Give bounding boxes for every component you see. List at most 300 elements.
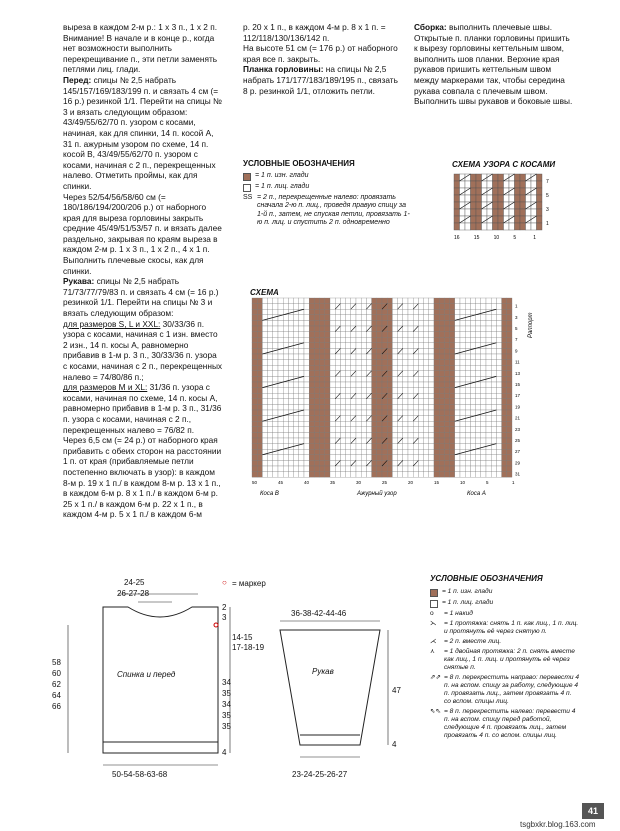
chart-cell: [304, 298, 309, 304]
chart-cell: [408, 455, 413, 461]
chart-cell: [268, 304, 273, 310]
chart-cell: [434, 298, 439, 304]
chart-cell: [403, 348, 408, 354]
chart-cell: [340, 388, 345, 394]
chart-cell: [325, 332, 330, 338]
legend-text: = 1 п. лиц. глади: [255, 182, 310, 190]
chart-cell: [465, 427, 470, 433]
chart-cell: [424, 393, 429, 399]
chart-cell: [424, 432, 429, 438]
chart-cell: [366, 449, 371, 455]
chart-cell: [502, 348, 507, 354]
chart-cell: [346, 427, 351, 433]
chart-cell: [356, 382, 361, 388]
chart-cell: [356, 438, 361, 444]
chart-cell: [520, 223, 526, 230]
chart-cell: [487, 174, 493, 181]
chart-cell: [372, 472, 377, 478]
chart-cell: [382, 309, 387, 315]
chart-cell: [314, 399, 319, 405]
chart-cell: [444, 393, 449, 399]
chart-cell: [455, 466, 460, 472]
chart-cell: [424, 320, 429, 326]
chart-cell: [486, 460, 491, 466]
chart-cell: [413, 376, 418, 382]
chart-cell: [346, 382, 351, 388]
chart-cell: [309, 365, 314, 371]
chart-cell: [278, 309, 283, 315]
chart-cell: [372, 388, 377, 394]
chart-cell: [496, 444, 501, 450]
chart-cell: [325, 404, 330, 410]
chart-cell: [418, 365, 423, 371]
chart-cell: [531, 181, 537, 188]
chart-cell: [346, 376, 351, 382]
chart-cell: [434, 354, 439, 360]
chart-cell: [470, 444, 475, 450]
chart-cell: [273, 326, 278, 332]
small-chart-title: СХЕМА УЗОРА С КОСАМИ: [452, 160, 556, 169]
chart-cell: [392, 455, 397, 461]
chart-cell: [509, 188, 515, 195]
chart-cell: [351, 315, 356, 321]
chart-cell: [278, 421, 283, 427]
chart-cell: [444, 348, 449, 354]
chart-cell: [429, 404, 434, 410]
chart-cell: [268, 365, 273, 371]
chart-cell: [487, 216, 493, 223]
chart-cell: [320, 320, 325, 326]
chart-cell: [268, 354, 273, 360]
chart-cell: [398, 298, 403, 304]
chart-cell: [454, 181, 460, 188]
chart-cell: [304, 371, 309, 377]
chart-cell: [372, 410, 377, 416]
chart-cell: [314, 343, 319, 349]
chart-cell: [392, 326, 397, 332]
chart-cell: [520, 195, 526, 202]
chart-cell: [387, 472, 392, 478]
chart-cell: [493, 174, 499, 181]
chart-cell: [361, 343, 366, 349]
chart-cell: [470, 404, 475, 410]
chart-cell: [366, 343, 371, 349]
small-cable-chart: [450, 170, 560, 250]
chart-cell: [252, 404, 257, 410]
chart-cell: [502, 393, 507, 399]
chart-cell: [382, 421, 387, 427]
chart-cell: [444, 309, 449, 315]
chart-cell: [496, 360, 501, 366]
chart-cell: [268, 393, 273, 399]
chart-cell: [294, 332, 299, 338]
legend-top-title: УСЛОВНЫЕ ОБОЗНАЧЕНИЯ: [243, 159, 355, 168]
chart-cell: [325, 371, 330, 377]
chart-cell: [434, 343, 439, 349]
chart-cell: [470, 421, 475, 427]
chart-cell: [418, 438, 423, 444]
chart-cell: [257, 432, 262, 438]
chart-cell: [504, 174, 510, 181]
chart-cell: [372, 455, 377, 461]
chart-cell: [424, 455, 429, 461]
chart-cell: [299, 455, 304, 461]
chart-cell: [408, 332, 413, 338]
chart-cell: [403, 343, 408, 349]
chart-cell: [434, 472, 439, 478]
chart-cell: [429, 309, 434, 315]
chart-cell: [424, 309, 429, 315]
chart-cell: [252, 472, 257, 478]
chart-cell: [346, 343, 351, 349]
col1-para: [63, 319, 223, 383]
chart-cell: [429, 371, 434, 377]
chart-cell: [346, 449, 351, 455]
chart-cell: [262, 309, 267, 315]
chart-cell: [278, 455, 283, 461]
chart-cell: [320, 309, 325, 315]
chart-cell: [507, 320, 512, 326]
chart-cell: [418, 354, 423, 360]
chart-cell: [356, 332, 361, 338]
chart-cell: [325, 298, 330, 304]
chart-cell: [356, 444, 361, 450]
chart-cell: [294, 354, 299, 360]
chart-cell: [335, 309, 340, 315]
chart-cell: [346, 432, 351, 438]
chart-cell: [413, 421, 418, 427]
chart-cell: [413, 388, 418, 394]
chart-cell: [460, 460, 465, 466]
chart-cell: [496, 399, 501, 405]
chart-cell: [325, 410, 330, 416]
chart-cell: [424, 371, 429, 377]
chart-cell: [309, 298, 314, 304]
chart-cell: [377, 421, 382, 427]
chart-cell: [434, 455, 439, 461]
chart-cell: [288, 421, 293, 427]
chart-cell: [408, 365, 413, 371]
chart-cell: [320, 371, 325, 377]
chart-cell: [413, 410, 418, 416]
chart-cell: [465, 371, 470, 377]
chart-cell: [335, 354, 340, 360]
chart-cell: [356, 315, 361, 321]
chart-cell: [408, 427, 413, 433]
chart-cell: [356, 360, 361, 366]
chart-cell: [526, 209, 532, 216]
chart-cell: [356, 449, 361, 455]
chart-cell: [481, 421, 486, 427]
chart-cell: [418, 432, 423, 438]
row-label: 15: [515, 382, 521, 387]
chart-cell: [288, 382, 293, 388]
chart-cell: [502, 388, 507, 394]
legend-symbol: [430, 589, 438, 597]
chart-cell: [424, 472, 429, 478]
chart-cell: [531, 223, 537, 230]
para-text: 31/36 п. узора с косами, начиная по схеме, 14 п. косы А, равномерно прибавив в 1-м р. 3 п., 31/36 п. узора с косами, начиная с 2 п., перекрещенных налево = 76/82 п.: [63, 382, 222, 435]
chart-cell: [470, 332, 475, 338]
chart-cell: [278, 332, 283, 338]
chart-cell: [429, 320, 434, 326]
chart-cell: [262, 466, 267, 472]
chart-cell: [314, 309, 319, 315]
chart-cell: [392, 376, 397, 382]
section-label-lace: Ажурный узор: [357, 491, 397, 498]
chart-cell: [330, 298, 335, 304]
chart-cell: [325, 320, 330, 326]
chart-cell: [299, 354, 304, 360]
chart-cell: [257, 332, 262, 338]
chart-cell: [273, 455, 278, 461]
chart-cell: [502, 376, 507, 382]
chart-cell: [439, 455, 444, 461]
chart-cell: [520, 216, 526, 223]
chart-cell: [509, 181, 515, 188]
chart-cell: [320, 399, 325, 405]
chart-cell: [481, 472, 486, 478]
chart-cell: [320, 444, 325, 450]
chart-cell: [471, 181, 477, 188]
chart-cell: [429, 365, 434, 371]
chart-cell: [304, 320, 309, 326]
chart-cell: [351, 432, 356, 438]
chart-cell: [335, 315, 340, 321]
chart-cell: [507, 438, 512, 444]
chart-cell: [257, 320, 262, 326]
chart-cell: [372, 354, 377, 360]
row-label: 13: [515, 370, 521, 376]
chart-cell: [444, 382, 449, 388]
chart-cell: [439, 416, 444, 422]
chart-cell: [278, 298, 283, 304]
chart-cell: [444, 354, 449, 360]
chart-cell: [408, 416, 413, 422]
legend-symbol: ⇗⇗: [430, 674, 442, 681]
para-heading: Перед:: [63, 74, 92, 85]
chart-cell: [439, 421, 444, 427]
chart-cell: [476, 174, 482, 181]
chart-cell: [387, 416, 392, 422]
text-column-3: [414, 22, 574, 107]
chart-cell: [335, 343, 340, 349]
chart-cell: [278, 472, 283, 478]
chart-cell: [470, 309, 475, 315]
chart-cell: [304, 416, 309, 422]
chart-cell: [403, 460, 408, 466]
chart-cell: [268, 343, 273, 349]
chart-cell: [429, 427, 434, 433]
chart-cell: [314, 298, 319, 304]
chart-cell: [434, 393, 439, 399]
chart-cell: [382, 472, 387, 478]
chart-cell: [460, 399, 465, 405]
chart-cell: [346, 444, 351, 450]
chart-cell: [382, 365, 387, 371]
legend-item: [430, 708, 580, 740]
chart-cell: [481, 365, 486, 371]
chart-cell: [268, 404, 273, 410]
col-label: 45: [278, 480, 284, 486]
chart-cell: [273, 309, 278, 315]
chart-cell: [429, 472, 434, 478]
chart-cell: [482, 195, 488, 202]
dim-value: 62: [52, 680, 61, 689]
chart-cell: [325, 354, 330, 360]
chart-cell: [252, 304, 257, 310]
chart-cell: [392, 466, 397, 472]
chart-cell: [507, 466, 512, 472]
chart-cell: [382, 332, 387, 338]
chart-cell: [340, 421, 345, 427]
chart-cell: [444, 404, 449, 410]
chart-cell: [526, 195, 532, 202]
chart-cell: [465, 181, 471, 188]
chart-cell: [515, 181, 521, 188]
chart-cell: [314, 354, 319, 360]
chart-cell: [531, 174, 537, 181]
chart-cell: [387, 320, 392, 326]
chart-cell: [320, 337, 325, 343]
chart-cell: [268, 376, 273, 382]
chart-cell: [439, 410, 444, 416]
chart-cell: [387, 337, 392, 343]
chart-cell: [470, 354, 475, 360]
chart-cell: [502, 304, 507, 310]
chart-cell: [434, 326, 439, 332]
chart-cell: [470, 472, 475, 478]
chart-cell: [366, 320, 371, 326]
chart-cell: [465, 388, 470, 394]
chart-cell: [439, 404, 444, 410]
chart-cell: [262, 360, 267, 366]
chart-cell: [491, 371, 496, 377]
chart-cell: [460, 332, 465, 338]
chart-cell: [314, 460, 319, 466]
chart-cell: [288, 404, 293, 410]
chart-cell: [403, 404, 408, 410]
chart-cell: [372, 404, 377, 410]
chart-cell: [502, 421, 507, 427]
chart-cell: [496, 365, 501, 371]
chart-cell: [356, 298, 361, 304]
chart-cell: [340, 360, 345, 366]
chart-cell: [413, 472, 418, 478]
chart-cell: [377, 460, 382, 466]
chart-cell: [418, 376, 423, 382]
chart-cell: [320, 438, 325, 444]
chart-cell: [294, 326, 299, 332]
chart-cell: [299, 388, 304, 394]
chart-cell: [470, 304, 475, 310]
chart-cell: [351, 427, 356, 433]
chart-cell: [460, 298, 465, 304]
chart-cell: [515, 174, 521, 181]
chart-cell: [257, 455, 262, 461]
chart-cell: [252, 315, 257, 321]
chart-cell: [356, 388, 361, 394]
para-text: 30/33/36 п. узора с косами, начиная с 1 изн. вместо 2 изн., 14 п. косы А, равномерно прибавив в 1-м р. 3 п., 30/33/36 п. узора с косами, начиная с 2 п., перекрещенных налево = 74/80/86 п.;: [63, 318, 223, 382]
chart-cell: [486, 382, 491, 388]
chart-cell: [387, 348, 392, 354]
chart-cell: [340, 382, 345, 388]
chart-cell: [356, 337, 361, 343]
chart-cell: [257, 444, 262, 450]
chart-cell: [418, 421, 423, 427]
chart-cell: [455, 444, 460, 450]
chart-cell: [288, 354, 293, 360]
chart-cell: [496, 332, 501, 338]
chart-cell: [387, 298, 392, 304]
chart-cell: [444, 360, 449, 366]
chart-cell: [491, 315, 496, 321]
chart-cell: [454, 216, 460, 223]
chart-cell: [429, 315, 434, 321]
chart-cell: [278, 320, 283, 326]
chart-cell: [444, 343, 449, 349]
chart-cell: [304, 315, 309, 321]
row-label: 31: [515, 471, 521, 477]
chart-cell: [465, 209, 471, 216]
chart-cell: [424, 416, 429, 422]
chart-cell: [309, 393, 314, 399]
chart-cell: [278, 371, 283, 377]
chart-cell: [320, 472, 325, 478]
chart-cell: [455, 404, 460, 410]
para-text: на спицы № 2,5 набрать 171/177/183/189/195 п., связать 8 р. резинкой 1/1, отложить петли.: [243, 64, 398, 96]
chart-cell: [450, 438, 455, 444]
chart-cell: [455, 332, 460, 338]
chart-cell: [377, 455, 382, 461]
col3-para: [414, 22, 574, 107]
chart-cell: [465, 404, 470, 410]
chart-cell: [361, 399, 366, 405]
chart-cell: [424, 298, 429, 304]
chart-cell: [335, 332, 340, 338]
chart-cell: [476, 399, 481, 405]
chart-cell: [481, 360, 486, 366]
chart-cell: [465, 216, 471, 223]
chart-cell: [537, 174, 543, 181]
sleeve-top: 36-38-42-44-46: [291, 609, 347, 618]
chart-cell: [471, 209, 477, 216]
chart-cell: [283, 371, 288, 377]
chart-cell: [387, 371, 392, 377]
chart-cell: [346, 416, 351, 422]
chart-cell: [481, 371, 486, 377]
chart-cell: [262, 393, 267, 399]
chart-cell: [335, 360, 340, 366]
dim-value: 35: [222, 689, 231, 698]
dim-value: 58: [52, 658, 61, 667]
chart-cell: [403, 298, 408, 304]
chart-cell: [262, 438, 267, 444]
chart-cell: [418, 404, 423, 410]
chart-cell: [382, 320, 387, 326]
chart-cell: [320, 360, 325, 366]
chart-cell: [481, 382, 486, 388]
chart-cell: [320, 466, 325, 472]
chart-cell: [465, 399, 470, 405]
chart-cell: [257, 304, 262, 310]
chart-cell: [496, 376, 501, 382]
chart-cell: [502, 460, 507, 466]
legend-bottom: [430, 575, 580, 742]
chart-cell: [356, 460, 361, 466]
chart-cell: [252, 360, 257, 366]
chart-cell: [465, 466, 470, 472]
